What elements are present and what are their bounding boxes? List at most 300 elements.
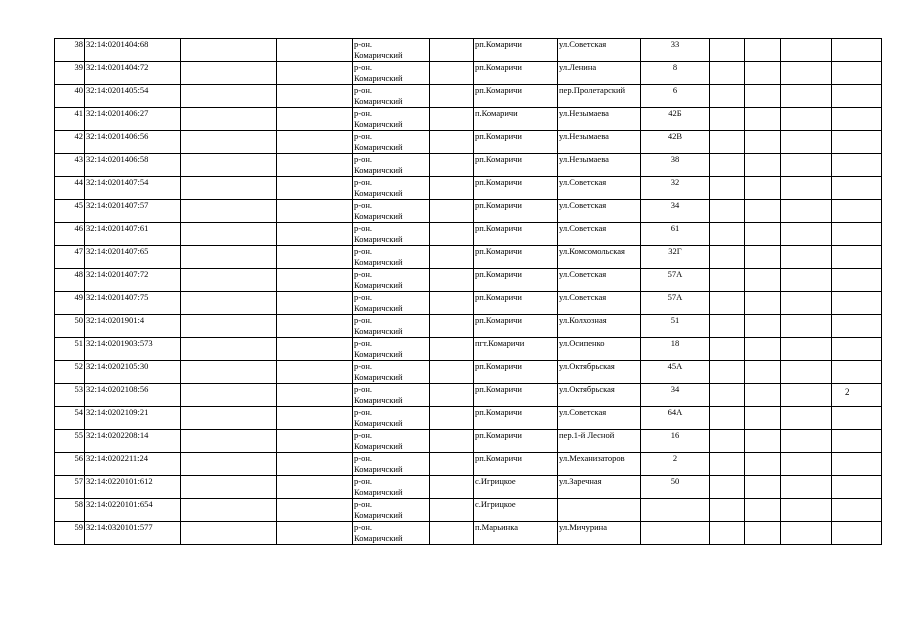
district-name: Комаричский bbox=[354, 257, 403, 267]
empty-cell bbox=[781, 39, 832, 62]
empty-cell bbox=[181, 269, 277, 292]
district-cell bbox=[353, 177, 430, 200]
district-name: Комаричский bbox=[354, 211, 403, 221]
district-cell bbox=[353, 154, 430, 177]
empty-cell bbox=[430, 131, 474, 154]
settlement-cell: рп.Комаричи bbox=[474, 154, 558, 177]
row-number: 41 bbox=[55, 108, 85, 131]
empty-cell bbox=[832, 154, 882, 177]
settlement-cell: рп.Комаричи bbox=[474, 361, 558, 384]
empty-cell bbox=[832, 315, 882, 338]
empty-cell bbox=[745, 522, 781, 545]
district-cell bbox=[353, 200, 430, 223]
empty-cell bbox=[430, 85, 474, 108]
table-row bbox=[55, 292, 882, 315]
empty-cell bbox=[277, 499, 353, 522]
empty-cell bbox=[745, 407, 781, 430]
district-name: Комаричский bbox=[354, 73, 403, 83]
house-number-cell: 57А bbox=[641, 292, 710, 315]
settlement-cell: с.Игрицкое bbox=[474, 499, 558, 522]
empty-cell bbox=[430, 407, 474, 430]
row-number: 48 bbox=[55, 269, 85, 292]
empty-cell bbox=[781, 108, 832, 131]
district-prefix: р-он. bbox=[354, 292, 373, 302]
house-number-cell: 8 bbox=[641, 62, 710, 85]
district-name: Комаричский bbox=[354, 372, 403, 382]
district-cell bbox=[353, 499, 430, 522]
row-number: 38 bbox=[55, 39, 85, 62]
district-cell bbox=[353, 246, 430, 269]
empty-cell bbox=[181, 108, 277, 131]
empty-cell bbox=[181, 453, 277, 476]
empty-cell bbox=[710, 62, 745, 85]
empty-cell bbox=[710, 407, 745, 430]
empty-cell bbox=[277, 430, 353, 453]
district-cell bbox=[353, 131, 430, 154]
row-number: 46 bbox=[55, 223, 85, 246]
house-number-cell: 32 bbox=[641, 177, 710, 200]
empty-cell bbox=[710, 246, 745, 269]
district-cell bbox=[353, 269, 430, 292]
district-prefix: р-он. bbox=[354, 384, 373, 394]
margin-note: 2 bbox=[845, 387, 850, 397]
district-prefix: р-он. bbox=[354, 246, 373, 256]
district-prefix: р-он. bbox=[354, 361, 373, 371]
table-row bbox=[55, 131, 882, 154]
district-prefix: р-он. bbox=[354, 476, 373, 486]
district-cell bbox=[353, 384, 430, 407]
empty-cell bbox=[710, 384, 745, 407]
district-prefix: р-он. bbox=[354, 522, 373, 532]
empty-cell bbox=[710, 200, 745, 223]
table-row bbox=[55, 246, 882, 269]
cadastral-number: 32:14:0202109:21 bbox=[85, 407, 181, 430]
house-number-cell: 45А bbox=[641, 361, 710, 384]
empty-cell bbox=[181, 154, 277, 177]
empty-cell bbox=[710, 499, 745, 522]
district-name: Комаричский bbox=[354, 188, 403, 198]
empty-cell bbox=[745, 62, 781, 85]
house-number-cell: 42Б bbox=[641, 108, 710, 131]
empty-cell bbox=[710, 85, 745, 108]
house-number-cell: 34 bbox=[641, 200, 710, 223]
cadastral-number: 32:14:0201407:61 bbox=[85, 223, 181, 246]
empty-cell bbox=[277, 62, 353, 85]
empty-cell bbox=[781, 407, 832, 430]
empty-cell bbox=[181, 499, 277, 522]
settlement-cell: рп.Комаричи bbox=[474, 430, 558, 453]
house-number-cell bbox=[641, 499, 710, 522]
cadastral-number: 32:14:0202105:30 bbox=[85, 361, 181, 384]
street-cell: ул.Советская bbox=[558, 177, 641, 200]
district-prefix: р-он. bbox=[354, 39, 373, 49]
row-number: 58 bbox=[55, 499, 85, 522]
house-number-cell: 6 bbox=[641, 85, 710, 108]
settlement-cell: рп.Комаричи bbox=[474, 85, 558, 108]
table-row bbox=[55, 522, 882, 545]
empty-cell bbox=[832, 338, 882, 361]
empty-cell bbox=[430, 246, 474, 269]
table-row bbox=[55, 200, 882, 223]
table-row bbox=[55, 154, 882, 177]
row-number: 57 bbox=[55, 476, 85, 499]
street-cell: ул.Советская bbox=[558, 269, 641, 292]
empty-cell bbox=[430, 223, 474, 246]
empty-cell bbox=[430, 453, 474, 476]
table-row bbox=[55, 476, 882, 499]
district-name: Комаричский bbox=[354, 119, 403, 129]
table-row bbox=[55, 361, 882, 384]
table-row bbox=[55, 453, 882, 476]
empty-cell bbox=[181, 315, 277, 338]
empty-cell bbox=[745, 453, 781, 476]
empty-cell bbox=[430, 338, 474, 361]
row-number: 59 bbox=[55, 522, 85, 545]
district-cell bbox=[353, 62, 430, 85]
cadastral-number: 32:14:0201406:58 bbox=[85, 154, 181, 177]
empty-cell bbox=[745, 223, 781, 246]
district-name: Комаричский bbox=[354, 533, 403, 543]
empty-cell bbox=[832, 269, 882, 292]
district-prefix: р-он. bbox=[354, 85, 373, 95]
district-prefix: р-он. bbox=[354, 131, 373, 141]
empty-cell bbox=[430, 476, 474, 499]
empty-cell bbox=[430, 154, 474, 177]
district-prefix: р-он. bbox=[354, 200, 373, 210]
empty-cell bbox=[832, 85, 882, 108]
district-prefix: р-он. bbox=[354, 338, 373, 348]
empty-cell bbox=[781, 200, 832, 223]
empty-cell bbox=[832, 430, 882, 453]
empty-cell bbox=[745, 131, 781, 154]
empty-cell bbox=[781, 338, 832, 361]
street-cell: ул.Заречная bbox=[558, 476, 641, 499]
empty-cell bbox=[181, 62, 277, 85]
empty-cell bbox=[710, 453, 745, 476]
empty-cell bbox=[832, 108, 882, 131]
empty-cell bbox=[832, 62, 882, 85]
empty-cell bbox=[832, 453, 882, 476]
empty-cell bbox=[781, 430, 832, 453]
empty-cell bbox=[832, 39, 882, 62]
cadastral-number: 32:14:0201903:573 bbox=[85, 338, 181, 361]
empty-cell bbox=[781, 177, 832, 200]
district-prefix: р-он. bbox=[354, 62, 373, 72]
house-number-cell: 38 bbox=[641, 154, 710, 177]
empty-cell bbox=[781, 453, 832, 476]
empty-cell bbox=[781, 384, 832, 407]
settlement-cell: рп.Комаричи bbox=[474, 223, 558, 246]
settlement-cell: пгт.Комаричи bbox=[474, 338, 558, 361]
street-cell bbox=[558, 499, 641, 522]
table-row bbox=[55, 407, 882, 430]
empty-cell bbox=[781, 154, 832, 177]
empty-cell bbox=[832, 499, 882, 522]
row-number: 42 bbox=[55, 131, 85, 154]
empty-cell bbox=[832, 292, 882, 315]
table-row bbox=[55, 430, 882, 453]
cadastral-number: 32:14:0201404:72 bbox=[85, 62, 181, 85]
district-name: Комаричский bbox=[354, 50, 403, 60]
empty-cell bbox=[277, 292, 353, 315]
row-number: 52 bbox=[55, 361, 85, 384]
empty-cell bbox=[832, 131, 882, 154]
empty-cell bbox=[745, 269, 781, 292]
empty-cell bbox=[710, 338, 745, 361]
empty-cell bbox=[832, 246, 882, 269]
cadastral-number: 32:14:0201406:27 bbox=[85, 108, 181, 131]
empty-cell bbox=[710, 39, 745, 62]
row-number: 51 bbox=[55, 338, 85, 361]
row-number: 40 bbox=[55, 85, 85, 108]
empty-cell bbox=[781, 223, 832, 246]
table-row bbox=[55, 499, 882, 522]
house-number-cell: 2 bbox=[641, 453, 710, 476]
settlement-cell: рп.Комаричи bbox=[474, 292, 558, 315]
row-number: 47 bbox=[55, 246, 85, 269]
street-cell: ул.Незымаева bbox=[558, 154, 641, 177]
district-name: Комаричский bbox=[354, 142, 403, 152]
district-cell bbox=[353, 85, 430, 108]
house-number-cell: 61 bbox=[641, 223, 710, 246]
empty-cell bbox=[277, 522, 353, 545]
empty-cell bbox=[181, 246, 277, 269]
empty-cell bbox=[745, 476, 781, 499]
settlement-cell: рп.Комаричи bbox=[474, 269, 558, 292]
empty-cell bbox=[430, 522, 474, 545]
district-name: Комаричский bbox=[354, 441, 403, 451]
empty-cell bbox=[781, 361, 832, 384]
empty-cell bbox=[832, 200, 882, 223]
empty-cell bbox=[745, 384, 781, 407]
cadastral-number: 32:14:0320101:577 bbox=[85, 522, 181, 545]
empty-cell bbox=[745, 292, 781, 315]
empty-cell bbox=[277, 154, 353, 177]
empty-cell bbox=[710, 430, 745, 453]
settlement-cell: рп.Комаричи bbox=[474, 131, 558, 154]
house-number-cell: 32Г bbox=[641, 246, 710, 269]
table-row bbox=[55, 62, 882, 85]
district-name: Комаричский bbox=[354, 326, 403, 336]
district-name: Комаричский bbox=[354, 280, 403, 290]
empty-cell bbox=[277, 246, 353, 269]
district-prefix: р-он. bbox=[354, 154, 373, 164]
empty-cell bbox=[181, 430, 277, 453]
document-table-container bbox=[54, 38, 882, 545]
cadastral-number: 32:14:0202208:14 bbox=[85, 430, 181, 453]
settlement-cell: рп.Комаричи bbox=[474, 453, 558, 476]
empty-cell bbox=[745, 39, 781, 62]
street-cell: ул.Мичурина bbox=[558, 522, 641, 545]
district-name: Комаричский bbox=[354, 165, 403, 175]
district-prefix: р-он. bbox=[354, 430, 373, 440]
empty-cell bbox=[277, 384, 353, 407]
street-cell: ул.Советская bbox=[558, 407, 641, 430]
district-cell bbox=[353, 315, 430, 338]
empty-cell bbox=[277, 223, 353, 246]
table-row bbox=[55, 338, 882, 361]
cadastral-number: 32:14:0201404:68 bbox=[85, 39, 181, 62]
district-name: Комаричский bbox=[354, 96, 403, 106]
cadastral-number: 32:14:0202108:56 bbox=[85, 384, 181, 407]
row-number: 54 bbox=[55, 407, 85, 430]
district-name: Комаричский bbox=[354, 234, 403, 244]
empty-cell bbox=[430, 361, 474, 384]
settlement-cell: рп.Комаричи bbox=[474, 39, 558, 62]
settlement-cell: с.Игрицкое bbox=[474, 476, 558, 499]
empty-cell bbox=[277, 315, 353, 338]
cadastral-number: 32:14:0201407:72 bbox=[85, 269, 181, 292]
table-row bbox=[55, 39, 882, 62]
cadastral-number: 32:14:0220101:612 bbox=[85, 476, 181, 499]
street-cell: ул.Октябрьская bbox=[558, 384, 641, 407]
empty-cell bbox=[181, 361, 277, 384]
empty-cell bbox=[181, 223, 277, 246]
empty-cell bbox=[710, 131, 745, 154]
empty-cell bbox=[832, 223, 882, 246]
empty-cell bbox=[710, 315, 745, 338]
cadastral-number: 32:14:0201407:65 bbox=[85, 246, 181, 269]
empty-cell bbox=[277, 131, 353, 154]
empty-cell bbox=[710, 108, 745, 131]
table-row bbox=[55, 269, 882, 292]
district-cell bbox=[353, 476, 430, 499]
empty-cell bbox=[181, 384, 277, 407]
district-name: Комаричский bbox=[354, 303, 403, 313]
empty-cell bbox=[277, 476, 353, 499]
empty-cell bbox=[181, 292, 277, 315]
empty-cell bbox=[745, 154, 781, 177]
row-number: 50 bbox=[55, 315, 85, 338]
empty-cell bbox=[710, 292, 745, 315]
table-row bbox=[55, 85, 882, 108]
street-cell: ул.Комсомольская bbox=[558, 246, 641, 269]
empty-cell bbox=[277, 39, 353, 62]
table-row bbox=[55, 315, 882, 338]
cadastral-number: 32:14:0202211:24 bbox=[85, 453, 181, 476]
empty-cell bbox=[430, 430, 474, 453]
empty-cell bbox=[710, 269, 745, 292]
empty-cell bbox=[781, 522, 832, 545]
empty-cell bbox=[277, 338, 353, 361]
cadastral-number: 32:14:0220101:654 bbox=[85, 499, 181, 522]
empty-cell bbox=[181, 177, 277, 200]
empty-cell bbox=[710, 361, 745, 384]
row-number: 44 bbox=[55, 177, 85, 200]
street-cell: ул.Советская bbox=[558, 39, 641, 62]
street-cell: ул.Механизаторов bbox=[558, 453, 641, 476]
empty-cell bbox=[832, 476, 882, 499]
settlement-cell: рп.Комаричи bbox=[474, 384, 558, 407]
house-number-cell: 33 bbox=[641, 39, 710, 62]
street-cell: ул.Колхозная bbox=[558, 315, 641, 338]
table-row bbox=[55, 384, 882, 407]
house-number-cell bbox=[641, 522, 710, 545]
empty-cell bbox=[181, 131, 277, 154]
empty-cell bbox=[277, 453, 353, 476]
empty-cell bbox=[745, 85, 781, 108]
street-cell: ул.Осипенко bbox=[558, 338, 641, 361]
settlement-cell: рп.Комаричи bbox=[474, 315, 558, 338]
settlement-cell: п.Комаричи bbox=[474, 108, 558, 131]
empty-cell bbox=[277, 177, 353, 200]
empty-cell bbox=[277, 407, 353, 430]
street-cell: ул.Октябрьская bbox=[558, 361, 641, 384]
empty-cell bbox=[181, 39, 277, 62]
district-name: Комаричский bbox=[354, 487, 403, 497]
empty-cell bbox=[430, 39, 474, 62]
district-cell bbox=[353, 292, 430, 315]
street-cell: ул.Советская bbox=[558, 292, 641, 315]
empty-cell bbox=[430, 269, 474, 292]
house-number-cell: 57А bbox=[641, 269, 710, 292]
settlement-cell: рп.Комаричи bbox=[474, 407, 558, 430]
empty-cell bbox=[710, 522, 745, 545]
district-cell bbox=[353, 39, 430, 62]
empty-cell bbox=[781, 269, 832, 292]
district-prefix: р-он. bbox=[354, 453, 373, 463]
district-prefix: р-он. bbox=[354, 108, 373, 118]
empty-cell bbox=[745, 315, 781, 338]
empty-cell bbox=[745, 338, 781, 361]
empty-cell bbox=[745, 200, 781, 223]
table-row bbox=[55, 108, 882, 131]
street-cell: ул.Незымаева bbox=[558, 131, 641, 154]
row-number: 53 bbox=[55, 384, 85, 407]
house-number-cell: 64А bbox=[641, 407, 710, 430]
empty-cell bbox=[832, 522, 882, 545]
settlement-cell: рп.Комаричи bbox=[474, 200, 558, 223]
empty-cell bbox=[745, 177, 781, 200]
settlement-cell: п.Марьинка bbox=[474, 522, 558, 545]
cadastral-number: 32:14:0201407:54 bbox=[85, 177, 181, 200]
empty-cell bbox=[277, 269, 353, 292]
empty-cell bbox=[181, 476, 277, 499]
empty-cell bbox=[181, 200, 277, 223]
empty-cell bbox=[277, 361, 353, 384]
district-name: Комаричский bbox=[354, 510, 403, 520]
empty-cell bbox=[832, 361, 882, 384]
house-number-cell: 50 bbox=[641, 476, 710, 499]
district-cell bbox=[353, 453, 430, 476]
house-number-cell: 34 bbox=[641, 384, 710, 407]
empty-cell bbox=[710, 154, 745, 177]
empty-cell bbox=[832, 407, 882, 430]
empty-cell bbox=[430, 315, 474, 338]
district-cell bbox=[353, 108, 430, 131]
empty-cell bbox=[745, 108, 781, 131]
empty-cell bbox=[781, 62, 832, 85]
empty-cell bbox=[781, 131, 832, 154]
district-cell bbox=[353, 522, 430, 545]
empty-cell bbox=[277, 200, 353, 223]
house-number-cell: 16 bbox=[641, 430, 710, 453]
row-number: 49 bbox=[55, 292, 85, 315]
district-prefix: р-он. bbox=[354, 315, 373, 325]
district-name: Комаричский bbox=[354, 464, 403, 474]
street-cell: ул.Советская bbox=[558, 200, 641, 223]
row-number: 43 bbox=[55, 154, 85, 177]
empty-cell bbox=[710, 223, 745, 246]
empty-cell bbox=[430, 499, 474, 522]
street-cell: ул.Незымаева bbox=[558, 108, 641, 131]
district-prefix: р-он. bbox=[354, 269, 373, 279]
empty-cell bbox=[745, 361, 781, 384]
street-cell: ул.Ленина bbox=[558, 62, 641, 85]
empty-cell bbox=[781, 499, 832, 522]
district-cell bbox=[353, 361, 430, 384]
cadastral-number: 32:14:0201407:75 bbox=[85, 292, 181, 315]
